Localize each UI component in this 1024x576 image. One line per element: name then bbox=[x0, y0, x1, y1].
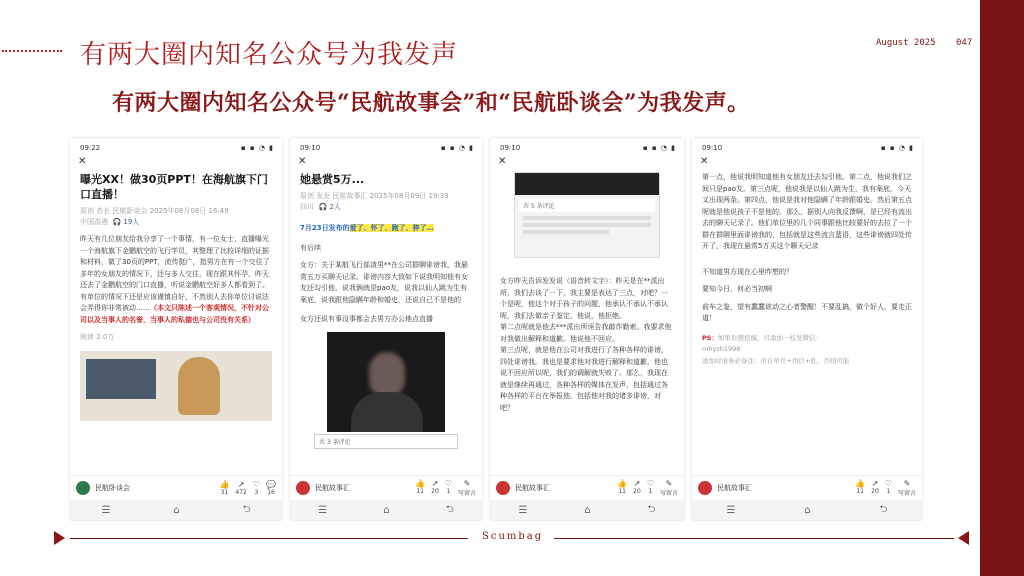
article-bottom-bar bbox=[70, 475, 282, 500]
account-name[interactable]: 民航故事汇 bbox=[315, 484, 350, 492]
like-button[interactable]: 👍 11 bbox=[617, 479, 628, 495]
status-time: 09:10 bbox=[500, 144, 521, 152]
favorite-button[interactable]: ♡ 3 bbox=[252, 480, 261, 496]
article-meta: 原创 发发 民航故事汇 2025年08月09日 19:39 bbox=[300, 192, 449, 200]
article-meta-location: 四川 🎧 2人 bbox=[300, 203, 341, 211]
status-time: 09:10 bbox=[300, 144, 321, 152]
headphone-icon: 🎧 bbox=[318, 203, 328, 211]
like-button[interactable]: 👍 11 bbox=[415, 479, 426, 495]
footer-brand: Scumbag bbox=[482, 531, 544, 542]
article-body: 昨天有几位朋友给我分享了一个事情，有一位女士，直播曝光一个海航旗下金鹏航空的飞行学员，其整理了比较详细的证据和材料，做了30页的PPT，流传挺广，指男方在有一个交往了多年的女朋友的情况下，还与多人交往，现在跟其怀孕，昨天还去了金鹏航空的门口直播，听说金鹏航空好多人都看到了。有单位的情况下还是应该谨慎自好，不然别人去你单位讨说法会弄得你非常被动……（本文只陈述一个客观情况，不针对公司以及当事人的名誉，当事人的私德也与公司没有关系） bbox=[80, 235, 270, 324]
screenshot-article-1 bbox=[70, 138, 282, 520]
share-button[interactable]: ↗ 20 bbox=[633, 479, 641, 495]
status-icons: ▪ ▪ ◔ ▮ bbox=[642, 144, 676, 152]
share-button[interactable]: ↗ 472 bbox=[235, 480, 247, 496]
avatar bbox=[296, 481, 310, 495]
android-nav-bar bbox=[290, 500, 482, 520]
back-icon[interactable]: ⮌ bbox=[242, 503, 251, 515]
read-count: 阅读 2.0万 bbox=[80, 333, 115, 341]
slide-subtitle: 有两大圈内知名公众号“民航故事会”和“民航卧谈会”为我发声。 bbox=[112, 90, 750, 116]
status-icons: ▪ ▪ ◔ ▮ bbox=[440, 144, 474, 152]
article-bottom-bar bbox=[490, 475, 684, 500]
close-icon[interactable]: ✕ bbox=[298, 156, 307, 167]
footer-arrow-right bbox=[958, 531, 969, 545]
like-button[interactable]: 👍 11 bbox=[855, 479, 866, 495]
right-accent-bar bbox=[980, 0, 1024, 576]
article-bottom-bar bbox=[290, 475, 482, 500]
status-icons: ▪ ▪ ◔ ▮ bbox=[880, 144, 914, 152]
footer-line-left bbox=[70, 538, 468, 539]
home-icon[interactable]: ⌂ bbox=[173, 504, 180, 516]
menu-icon[interactable]: ☰ bbox=[518, 504, 528, 516]
favorite-button[interactable]: ♡ 1 bbox=[884, 479, 892, 495]
android-nav-bar bbox=[490, 500, 684, 520]
comment-overlay: 共 5 条评论 bbox=[519, 199, 655, 212]
avatar bbox=[496, 481, 510, 495]
write-comment-button[interactable]: ✎ 写留言 bbox=[897, 479, 916, 497]
home-icon[interactable]: ⌂ bbox=[804, 504, 811, 516]
account-name[interactable]: 民航故事汇 bbox=[515, 484, 550, 492]
back-icon[interactable]: ⮌ bbox=[879, 503, 888, 515]
article-title: 曝光XX！做30页PPT！在海航旗下门口直播！ bbox=[80, 173, 268, 201]
article-meta-location: 中国香港 🎧 19人 bbox=[80, 218, 140, 226]
write-comment-button[interactable]: ✎ 写留言 bbox=[659, 479, 678, 497]
headphone-icon: 🎧 bbox=[112, 218, 122, 226]
screenshot-article-3 bbox=[490, 138, 684, 520]
status-time: 09:10 bbox=[702, 144, 723, 152]
article-bottom-bar bbox=[692, 475, 922, 500]
chat-screenshot bbox=[514, 172, 660, 258]
footer-line-right bbox=[554, 538, 954, 539]
article-image bbox=[80, 351, 272, 421]
write-comment-button[interactable]: ✎ 写留言 bbox=[457, 479, 476, 497]
avatar bbox=[698, 481, 712, 495]
close-icon[interactable]: ✕ bbox=[78, 156, 87, 167]
article-body: 第一点，他说我明知道他有女朋友还去勾引他。第二点，他说我们之间只是pao友。第三点呢，他说我是以仙人跳为生，我有案底，今天又出现两条。第四点，他说是我对他隐瞒了年龄跟婚史。然后第五点呢就是他说孩子不是他的。那么，据别人向我反馈啊，是已经有流出去的聊天记录了。他们单位里的几个同事跟他比较要好的去拉了一个群在群聊里面诽谤我的，包括就是这些流言蜚语，这些诽谤就四处传开了，我现在悬赏5万买这个聊天记录 不知道男方现在心里咋想的？ 要知今日，何必当初啊 前车之鉴，望有蠢蠢欲动之心者警醒！不要乱搞，做个好人，要走正道！ PS：如果你想投稿，可添加一枝发微信： mhyzh1998 添加时请务必备注：所在单位+岗位+姓，否则可能 bbox=[702, 173, 912, 365]
menu-icon[interactable]: ☰ bbox=[726, 504, 736, 516]
android-nav-bar bbox=[70, 500, 282, 520]
status-icons: ▪ ▪ ◔ ▮ bbox=[240, 144, 274, 152]
back-icon[interactable]: ⮌ bbox=[647, 503, 656, 515]
account-name[interactable]: 民航故事汇 bbox=[717, 484, 752, 492]
share-button[interactable]: ↗ 20 bbox=[871, 479, 879, 495]
comment-button[interactable]: 💬 16 bbox=[266, 480, 276, 496]
article-meta: 原创 杏长 民航卧谈会 2025年08月08日 16:49 bbox=[80, 207, 229, 215]
footer-arrow-left bbox=[54, 531, 65, 545]
favorite-button[interactable]: ♡ 1 bbox=[444, 479, 452, 495]
menu-icon[interactable]: ☰ bbox=[101, 504, 111, 516]
page-number: 047 bbox=[956, 38, 973, 48]
article-body: 女方昨天告诉发发说（语音转文字）：昨天是在**派出所，我们去谈了一下，我主要是表达了三点，对吧？一个是呢，他这个对于孩子的问题，他承认不承认不承认呢，我们去做亲子鉴定。他说，他拒绝。 第二点呢就是他去***派出所诬告我敲诈勒索。我要求他对我做出解释和道歉。他说他不回应。 第三点呢，就是他在公司对我进行了各种各样的诽谤，四处诽谤我。我也是要求他对我进行解释和道歉，他也说不回应所以呢，我们的调解就失败了。那么，我现在就是继续再通过，各种各样的媒体在发声，包括通过各种各样的平台在举报他。包括他对我的诸多诽谤，对吧？ bbox=[500, 277, 672, 412]
like-button[interactable]: 👍 31 bbox=[219, 480, 230, 496]
favorite-button[interactable]: ♡ 1 bbox=[646, 479, 654, 495]
home-icon[interactable]: ⌂ bbox=[383, 504, 390, 516]
avatar bbox=[76, 481, 90, 495]
close-icon[interactable]: ✕ bbox=[700, 156, 709, 167]
article-body: 7月23日发布的爱了、怀了、跑了、猝了… 有后续 女方：关于某航飞行部渣男**在公司群聊诽谤我，我悬赏五万买聊天记录。诽谤内容大致如下说我明知他有女友还勾引他，说我俩就是pao友，说我以仙人跳为生有案底，说我跟他隐瞒年龄和婚史，还说自己不是他的 女方还说有事没事都会去男方办公地点直播 bbox=[300, 224, 468, 323]
android-nav-bar bbox=[692, 500, 922, 520]
home-icon[interactable]: ⌂ bbox=[584, 504, 591, 516]
wechat-id: mhyzh1998 bbox=[702, 345, 741, 353]
dotted-accent-line bbox=[2, 50, 62, 52]
screenshot-article-4 bbox=[692, 138, 922, 520]
video-thumbnail[interactable] bbox=[327, 332, 445, 432]
status-time: 09:22 bbox=[80, 144, 101, 152]
slide-title: 有两大圈内知名公众号为我发声 bbox=[80, 40, 459, 70]
account-name[interactable]: 民航卧谈会 bbox=[95, 484, 130, 492]
menu-icon[interactable]: ☰ bbox=[318, 504, 328, 516]
article-title: 她悬赏5万... bbox=[300, 173, 365, 186]
back-icon[interactable]: ⮌ bbox=[445, 503, 454, 515]
comment-overlay: 共 3 条评论 bbox=[314, 434, 458, 449]
share-button[interactable]: ↗ 20 bbox=[431, 479, 439, 495]
close-icon[interactable]: ✕ bbox=[498, 156, 507, 167]
screenshot-article-2 bbox=[290, 138, 482, 520]
slide-date: August 2025 bbox=[876, 38, 936, 48]
